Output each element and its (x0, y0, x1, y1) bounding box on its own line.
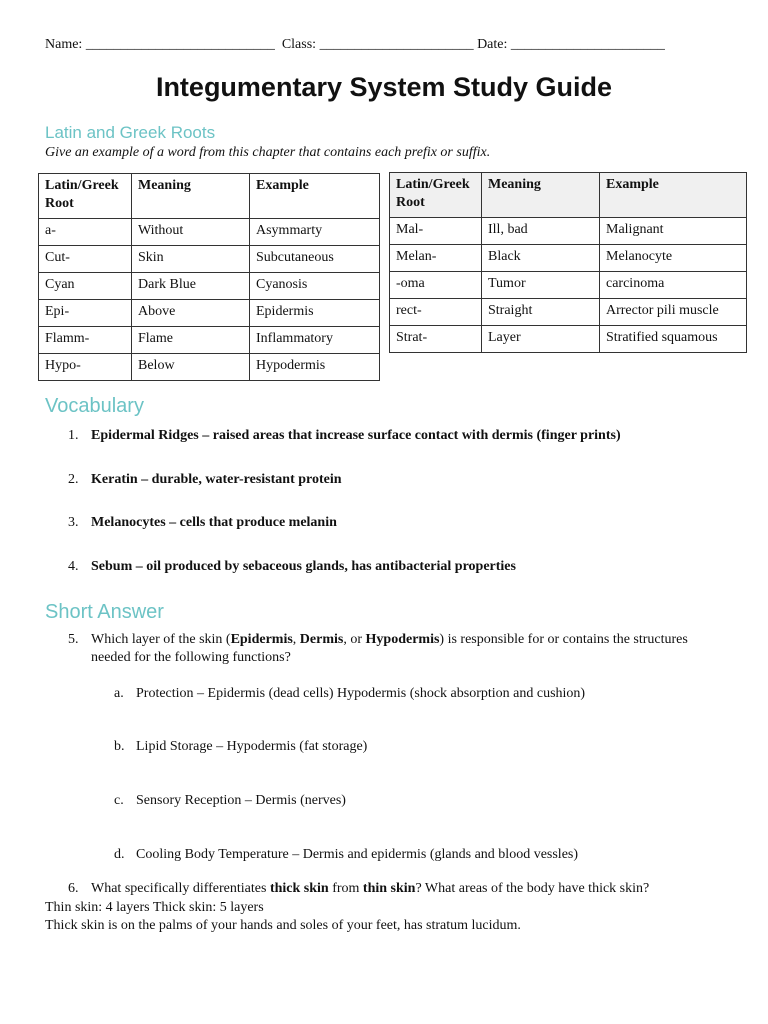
column-header: Latin/Greek Root (39, 174, 132, 219)
table-cell: Hypodermis (250, 354, 380, 381)
sub-answer-d (114, 847, 578, 863)
table-cell: Below (132, 354, 250, 381)
vocab-text: Melanocytes – cells that produce melanin (91, 515, 337, 530)
term-thin-skin: thin skin (362, 881, 416, 896)
sub-text: Protection – Epidermis (dead cells) Hypodermis (shock absorption and cushion) (136, 686, 586, 701)
table-cell: Flamm- (39, 327, 132, 354)
table-cell: Melanocyte (600, 245, 747, 272)
name-blank[interactable]: ___________________________ (85, 37, 275, 52)
answer-line: Thin skin: 4 layers Thick skin: 5 layers (45, 900, 264, 915)
roots-table-left (38, 173, 380, 381)
vocab-item (68, 559, 516, 575)
vocab-text: Epidermal Ridges – raised areas that increase surface contact with dermis (finger prints) (91, 428, 621, 443)
table-cell: -oma (390, 272, 482, 299)
table-cell: Above (132, 300, 250, 327)
table-cell: Asymmarty (250, 219, 380, 246)
sub-answer-a (114, 686, 585, 702)
table-cell: Subcutaneous (250, 246, 380, 273)
table-row (39, 327, 380, 354)
table-cell: Epi- (39, 300, 132, 327)
table-cell: Flame (132, 327, 250, 354)
sub-text: Lipid Storage – Hypodermis (fat storage) (136, 739, 368, 754)
table-row (390, 326, 747, 353)
vocab-item (68, 428, 621, 444)
class-blank[interactable]: ______________________ (319, 37, 474, 52)
table-cell: rect- (390, 299, 482, 326)
roots-heading: Latin and Greek Roots (45, 123, 216, 142)
sub-text: Cooling Body Temperature – Dermis and epidermis (glands and blood vessles) (136, 847, 579, 862)
vocab-number: 4. (68, 559, 79, 574)
question-number: 5. (68, 632, 79, 647)
table-cell: Without (132, 219, 250, 246)
term-dermis: Dermis (299, 632, 344, 647)
sub-text: Sensory Reception – Dermis (nerves) (136, 793, 346, 808)
roots-instructions: Give an example of a word from this chapter that contains each prefix or suffix. (45, 145, 491, 160)
table-row (390, 299, 747, 326)
table-cell: Stratified squamous (600, 326, 747, 353)
table-row (39, 300, 380, 327)
table-cell: Dark Blue (132, 273, 250, 300)
sub-letter: a. (114, 686, 124, 701)
roots-table-right (389, 172, 747, 353)
question-5 (68, 631, 708, 667)
vocabulary-heading: Vocabulary (45, 395, 144, 417)
table-cell: Arrector pili muscle (600, 299, 747, 326)
table-cell: Hypo- (39, 354, 132, 381)
table-header-row (390, 173, 747, 218)
table-row (39, 273, 380, 300)
column-header: Latin/Greek Root (390, 173, 482, 218)
vocab-number: 3. (68, 515, 79, 530)
vocab-text: Keratin – durable, water-resistant protein (91, 472, 342, 487)
page-title: Integumentary System Study Guide (155, 72, 613, 102)
table-cell: Straight (482, 299, 600, 326)
table-cell: Malignant (600, 218, 747, 245)
column-header: Example (600, 173, 747, 218)
table-cell: Cyanosis (250, 273, 380, 300)
column-header: Meaning (132, 174, 250, 219)
sub-letter: b. (114, 739, 125, 754)
question-6: 6. What specifically differentiates thick skin from thin skin? What areas of the body have thick skin? (68, 881, 650, 896)
column-header: Example (250, 174, 380, 219)
vocab-item (68, 472, 342, 488)
table-cell: Layer (482, 326, 600, 353)
table-cell: Ill, bad (482, 218, 600, 245)
date-blank[interactable]: ______________________ (510, 37, 665, 52)
table-cell: Skin (132, 246, 250, 273)
table-cell: Tumor (482, 272, 600, 299)
table-cell: Strat- (390, 326, 482, 353)
column-header: Meaning (482, 173, 600, 218)
short-answer-heading: Short Answer (45, 601, 164, 623)
term-epidermis: Epidermis (230, 632, 293, 647)
term-hypodermis: Hypodermis (365, 632, 440, 647)
table-cell: Epidermis (250, 300, 380, 327)
table-row (390, 218, 747, 245)
class-label: Class: (281, 37, 317, 52)
table-cell: Mal- (390, 218, 482, 245)
table-row (39, 354, 380, 381)
question-number: 6. (68, 881, 79, 896)
sub-answer-c (114, 793, 346, 809)
table-row (390, 245, 747, 272)
vocab-text: Sebum – oil produced by sebaceous glands, has antibacterial properties (91, 559, 516, 574)
table-header-row (39, 174, 380, 219)
table-row (390, 272, 747, 299)
sub-letter: c. (114, 793, 124, 808)
table-cell: a- (39, 219, 132, 246)
table-cell: Inflammatory (250, 327, 380, 354)
table-cell: carcinoma (600, 272, 747, 299)
sub-letter: d. (114, 847, 125, 862)
table-cell: Melan- (390, 245, 482, 272)
vocab-number: 2. (68, 472, 79, 487)
table-cell: Cut- (39, 246, 132, 273)
sub-answer-b (114, 739, 367, 755)
header-line (45, 37, 665, 53)
term-thick-skin: thick skin (269, 881, 329, 896)
table-cell: Cyan (39, 273, 132, 300)
date-label: Date: (477, 37, 508, 52)
table-row (39, 219, 380, 246)
question-text: Which layer of the skin (Epidermis, Dermis, or Hypodermis) is responsible for or contains the structures needed for the following functions? (91, 632, 688, 665)
answer-line: Thick skin is on the palms of your hands and soles of your feet, has stratum lucidum. (45, 918, 521, 933)
vocab-item (68, 515, 337, 531)
name-label: Name: (45, 37, 83, 52)
table-cell: Black (482, 245, 600, 272)
vocab-number: 1. (68, 428, 79, 443)
table-row (39, 246, 380, 273)
